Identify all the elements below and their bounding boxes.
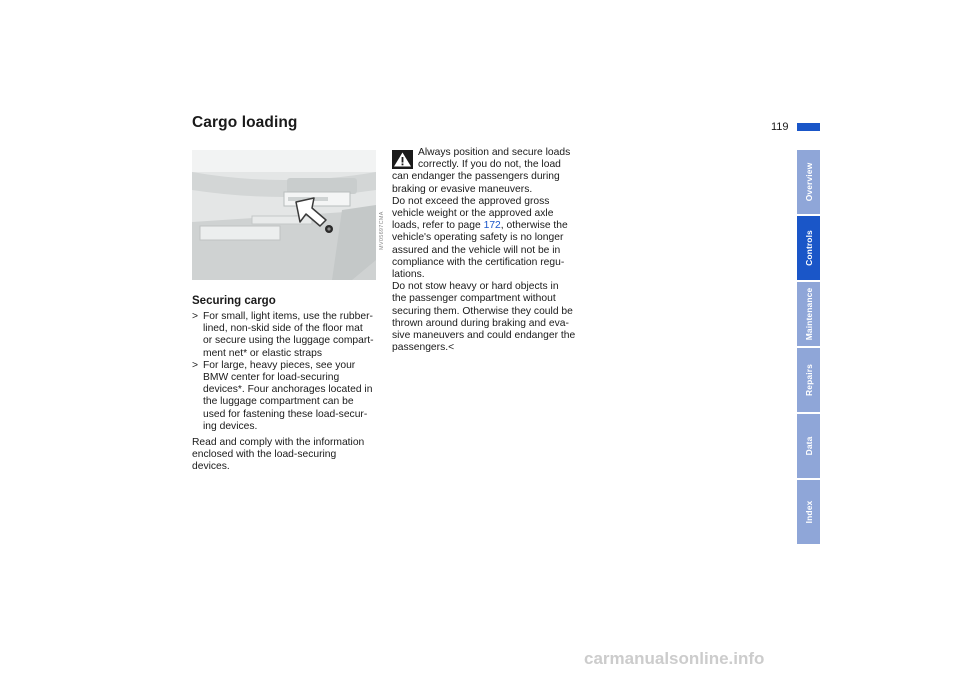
warning-text: Always position and secure loads correctly. If you do not, the load can endanger the passengers during braking or evasive maneuvers. Do not exceed the approved gross vehicle weight or the approved axle loads, refer to page 172, otherwise the vehicle's operating safety is no longer assured and the vehicle will not be in compliance with the certification regu- lations. Do not stow heavy or hard objects in the passenger compartment without securing them. Otherwise they could be thrown around during braking and eva- sive maneuvers and could endanger the passengers.< (392, 147, 576, 354)
tab-repairs[interactable]: Repairs (797, 348, 820, 412)
page-number-bar (797, 123, 820, 131)
watermark: carmanualsonline.info (584, 649, 765, 668)
page-number: 119 (771, 121, 789, 133)
cargo-anchorage-photo (192, 150, 376, 280)
info-paragraph: Read and comply with the information enclosed with the load-securing devices. (192, 437, 365, 473)
section-heading: Securing cargo (192, 295, 276, 307)
securing-cargo-text (192, 311, 382, 474)
tab-index[interactable]: Index (797, 480, 820, 544)
tab-overview[interactable]: Overview (797, 150, 820, 214)
bullet-mark: > (192, 311, 199, 322)
bullet-item: > For small, light items, use the rubber- lined, non-skid side of the floor mat or secure using the luggage compart- ment net* or elastic straps (192, 311, 374, 359)
figure-code: MV05697CMA (379, 211, 385, 250)
tab-data[interactable]: Data (797, 414, 820, 478)
page-reference-link[interactable]: 172 (483, 220, 501, 232)
page-title: Cargo loading (192, 114, 298, 131)
section-tabs (797, 150, 820, 546)
photo-illustration (192, 150, 376, 280)
bullet-mark: > (192, 359, 199, 371)
tab-maintenance[interactable]: Maintenance (797, 282, 820, 346)
bullet-item: > For large, heavy pieces, see your BMW center for load-securing devices*. Four anchorages located in the luggage compartment can be used for fastening these load-secur- ing devices. (192, 359, 373, 432)
tab-controls[interactable]: Controls (797, 216, 820, 280)
